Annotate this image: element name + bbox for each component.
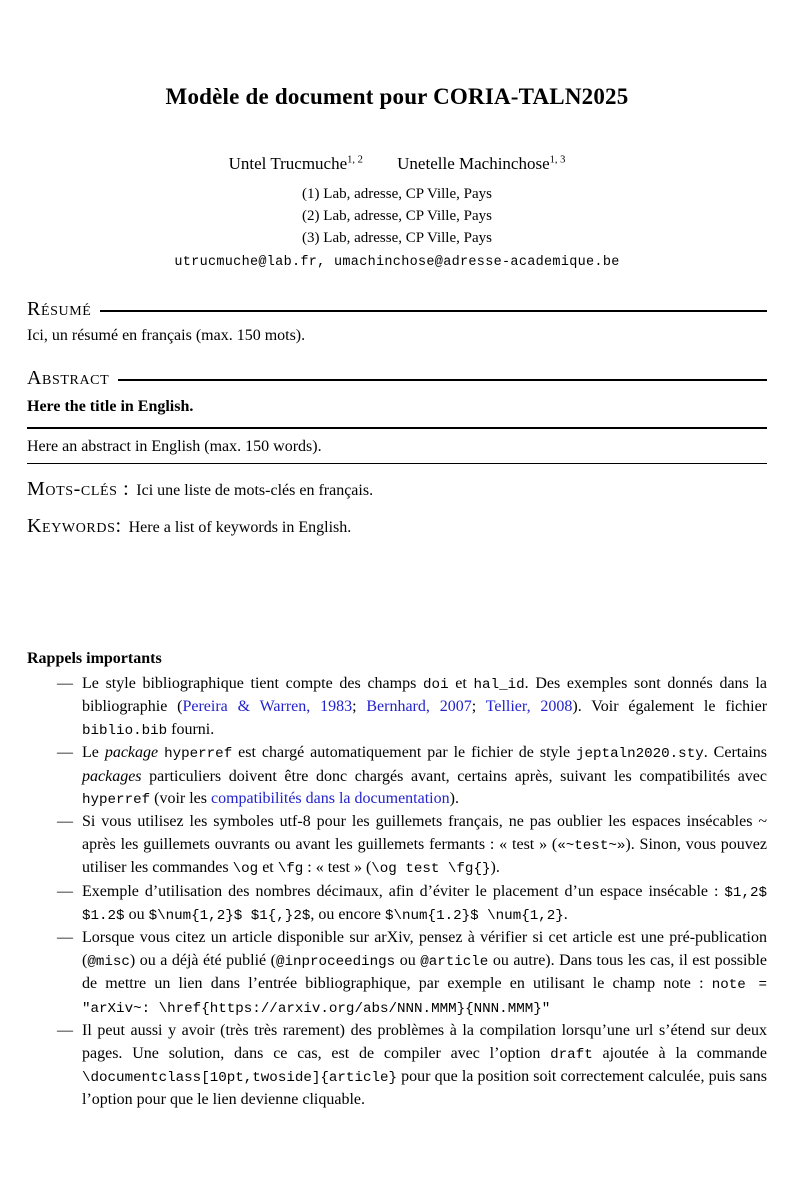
- inline-code: $\num{1.2}$ \num{1,2}: [384, 908, 564, 925]
- author: [397, 154, 565, 173]
- text-run: ). Sinon, vous pouvez utiliser les commandes: [82, 835, 767, 877]
- reminder-item: [57, 1020, 767, 1112]
- text-run: ou: [124, 906, 149, 924]
- bullet-dash-icon: —: [57, 675, 73, 692]
- text-run: . Des exemples sont donnés dans la bibliographie (: [82, 675, 768, 716]
- affiliation-line: (2) Lab, adresse, CP Ville, Pays: [302, 208, 492, 224]
- divider-rule: [27, 427, 767, 429]
- bullet-dash-icon: —: [57, 929, 73, 947]
- text-run: ou: [395, 951, 421, 969]
- doc-link[interactable]: compatibilités dans la documentation: [211, 790, 450, 808]
- page-title: Modèle de document pour CORIA-TALN2025: [165, 84, 629, 109]
- abstract-heading-row: [27, 367, 767, 389]
- inline-code: doi: [423, 677, 449, 693]
- inline-code: \og test \fg{}: [371, 861, 491, 878]
- author-name: Unetelle Machinchose: [397, 154, 550, 173]
- text-run: et: [258, 859, 278, 877]
- inline-code: hyperref: [164, 746, 233, 763]
- inline-code: biblio.bib: [82, 722, 168, 739]
- abstract-label: Abstract: [27, 367, 110, 389]
- inline-code: jeptaln2020.sty: [576, 746, 704, 763]
- text-run: ).: [449, 790, 459, 808]
- resume-label: Résumé: [27, 298, 92, 320]
- inline-code: draft: [550, 1046, 593, 1063]
- paper-page: [0, 84, 794, 1112]
- reminders-list: [27, 673, 767, 1112]
- citation-link[interactable]: Bernhard, 2007: [366, 698, 472, 716]
- bullet-dash-icon: —: [57, 1022, 73, 1040]
- abstract-text: Here an abstract in English (max. 150 words).: [27, 437, 322, 455]
- text-run: est chargé automatiquement par le fichier de style: [232, 744, 577, 762]
- inline-code: $\num{1,2}$ $1{,}2$: [148, 908, 311, 925]
- inline-code: hyperref: [82, 792, 151, 809]
- text-run: .: [563, 906, 568, 924]
- text-run: Exemple d’utilisation des nombres décimaux, afin d’éviter le placement d’un espace insécable :: [82, 882, 725, 900]
- text-run: ) ou a déjà été publié (: [129, 951, 276, 969]
- section-rule: [100, 310, 767, 312]
- affiliation-line: (3) Lab, adresse, CP Ville, Pays: [302, 230, 492, 246]
- text-run: , ou encore: [310, 906, 385, 924]
- text-run: ajoutée à la commande: [592, 1044, 767, 1062]
- text-run: : « test » (: [303, 859, 372, 877]
- reminder-item: [57, 927, 767, 1020]
- author-affiliation-sup: 1, 2: [347, 154, 363, 166]
- citation-link[interactable]: Pereira & Warren, 1983: [182, 698, 353, 716]
- inline-code: hal_id: [473, 677, 525, 693]
- text-run: et: [448, 675, 474, 692]
- bullet-dash-icon: —: [57, 813, 73, 831]
- text-run: package: [104, 744, 159, 762]
- bullet-dash-icon: —: [57, 882, 73, 900]
- reminder-item: [57, 881, 767, 928]
- resume-heading-row: [27, 298, 767, 320]
- motscles-row: [27, 478, 767, 501]
- section-rule: [118, 379, 767, 381]
- reminders-heading: Rappels importants: [27, 650, 162, 667]
- english-title: Here the title in English.: [27, 398, 194, 415]
- text-run: . Certains: [703, 744, 768, 762]
- inline-code: $1,2$ $1.2$: [82, 884, 767, 925]
- divider-rule: [27, 463, 767, 465]
- text-run: (voir les: [150, 790, 211, 808]
- author-name: Untel Trucmuche: [228, 154, 348, 173]
- motscles-label: Mots-clés :: [27, 478, 130, 500]
- text-run: ).: [490, 859, 500, 877]
- text-run: Lorsque vous citez un article disponible sur arXiv, pensez à vérifier si cet article est une pré-publication (: [82, 929, 767, 969]
- inline-code: @misc: [87, 953, 130, 970]
- text-run: ;: [471, 698, 486, 716]
- text-run: fourni.: [167, 720, 215, 738]
- author: [229, 154, 363, 173]
- text-run: particuliers doivent être donc chargés avant, certains après, suivant les compatibilités avec: [141, 767, 767, 785]
- keywords-row: [27, 515, 767, 538]
- inline-code: \documentclass[10pt,twoside]{article}: [82, 1069, 398, 1086]
- keywords-label: Keywords:: [27, 515, 122, 537]
- inline-code: \og: [232, 861, 259, 878]
- inline-code: \fg: [277, 861, 304, 878]
- reminder-item: [57, 673, 767, 742]
- reminders-section: [27, 650, 767, 1112]
- text-run: ou autre). Dans tous les cas, il est possible de mettre un lien dans l’entrée bibliographique, par exemple en utilisant le champ note :: [82, 951, 768, 993]
- text-run: ). Voir également le fichier: [572, 698, 768, 716]
- text-run: Il peut aussi y avoir (très très rarement) des problèmes à la compilation lorsqu’une url s’étend sur deux pages. Une solution, dans ce cas, est de compiler avec l’option: [82, 1022, 767, 1062]
- text-run: Le style bibliographique tient compte des champs: [82, 675, 424, 692]
- text-run: Si vous utilisez les symboles utf-8 pour les guillemets français, ne pas oublier les espaces insécables ~ après les guillemets ouvrants ou avant les guillemets fermants : « test » (: [82, 813, 767, 853]
- inline-code: «~test~»: [557, 837, 626, 854]
- reminder-item: [57, 811, 767, 880]
- text-run: pour que la position soit correctement calculée, puis sans l’option pour que le lien devienne cliquable.: [82, 1067, 767, 1109]
- text-run: Le: [82, 744, 105, 762]
- author-emails: utrucmuche@lab.fr, umachinchose@adresse-academique.be: [174, 255, 620, 270]
- affiliation-line: (1) Lab, adresse, CP Ville, Pays: [302, 186, 492, 202]
- author-affiliation-sup: 1, 3: [549, 154, 566, 166]
- authors-line: [27, 154, 767, 174]
- bullet-dash-icon: —: [57, 744, 73, 762]
- text-run: ;: [352, 698, 367, 716]
- motscles-text: Ici une liste de mots-clés en français.: [136, 482, 374, 499]
- resume-text: Ici, un résumé en français (max. 150 mots).: [27, 327, 306, 344]
- keywords-text: Here a list of keywords in English.: [128, 519, 352, 536]
- inline-code: @article: [420, 953, 489, 970]
- inline-code: @inproceedings: [275, 953, 396, 970]
- reminder-item: [57, 742, 767, 811]
- citation-link[interactable]: Tellier, 2008: [485, 698, 573, 716]
- inline-code: note = "arXiv~: \href{https://arxiv.org/abs/NNN.MMM}{NNN.MMM}": [82, 977, 768, 1017]
- text-run: packages: [82, 767, 142, 785]
